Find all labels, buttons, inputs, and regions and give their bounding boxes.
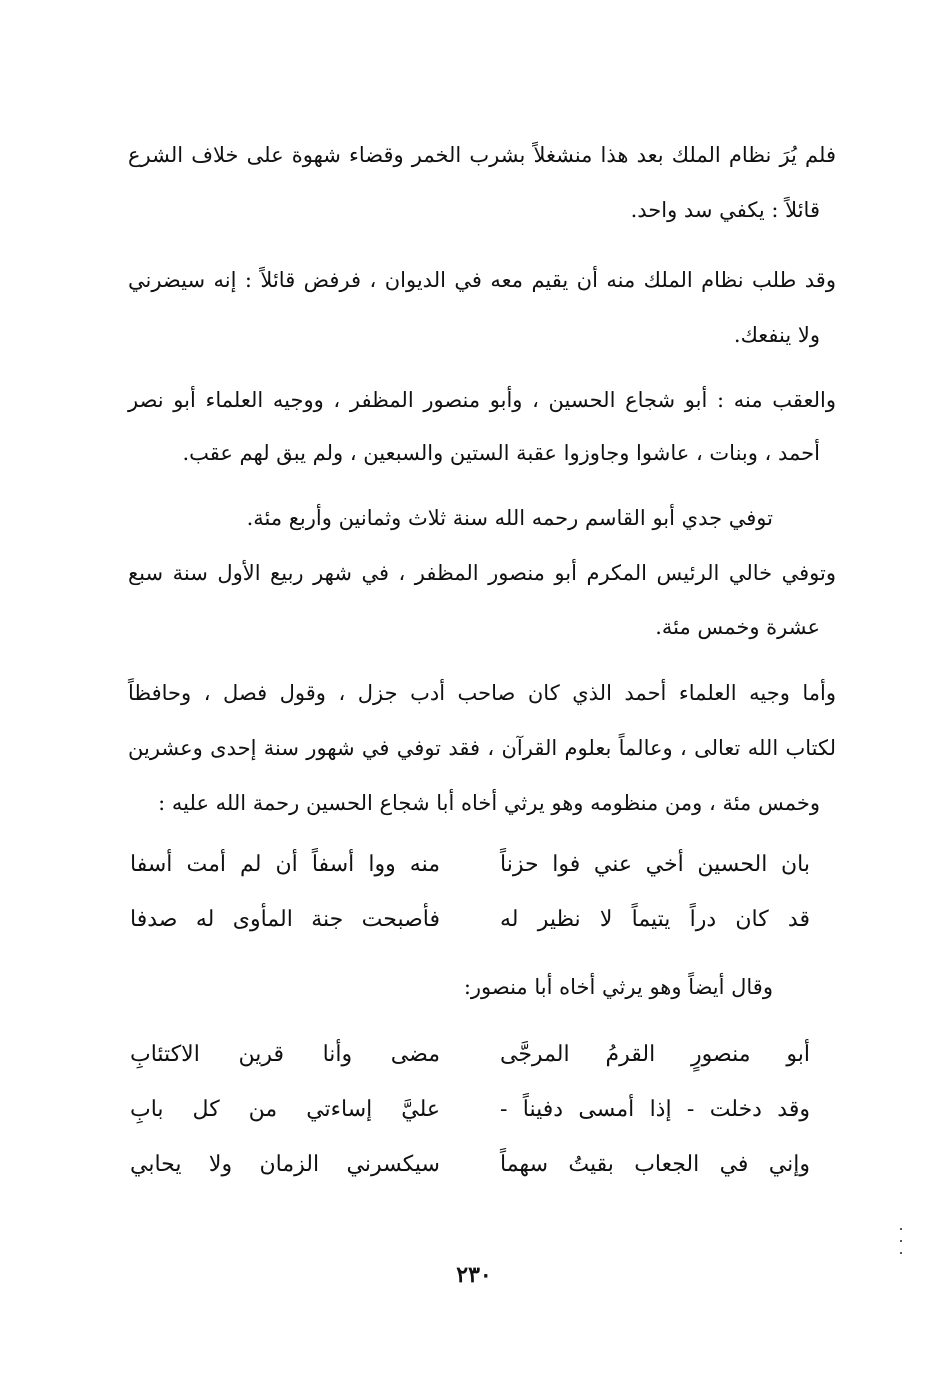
paragraph-3-line-2: أحمد ، وبنات ، عاشوا وجاوزوا عقبة الستين والسبعين ، ولم يبق لهم عقب. xyxy=(182,441,820,465)
poem-2-verse-2-first-hemistich: وقد دخلت - إذا أمسى دفيناً - xyxy=(500,1097,810,1122)
poem-2-intro: وقال أيضاً وهو يرثي أخاه أبا منصور: xyxy=(463,975,773,999)
paragraph-4-line-1: توفي جدي أبو القاسم رحمه الله سنة ثلاث وثمانين وأربع مئة. xyxy=(246,506,773,530)
paragraph-2-line-2: ولا ينفعك. xyxy=(733,323,820,347)
paragraph-1-line-2: قائلاً : يكفي سد واحد. xyxy=(630,198,820,222)
poem-2-verse-3-first-hemistich: وإني في الجعاب بقيتُ سهماً xyxy=(500,1152,810,1177)
paragraph-5-line-2: عشرة وخمس مئة. xyxy=(655,615,820,639)
page-number: ٢٣٠ xyxy=(456,1262,492,1288)
paragraph-6-line-1: وأما وجيه العلماء أحمد الذي كان صاحب أدب جزل ، وقول فصل ، وحافظاً xyxy=(128,681,836,705)
paragraph-1-line-1: فلم يُرَ نظام الملك بعد هذا منشغلاً بشرب الخمر وقضاء شهوة على خلاف الشرع xyxy=(128,143,836,167)
margin-scan-marks xyxy=(898,1228,904,1268)
poem-1-verse-1-first-hemistich: بان الحسين أخي عني فوا حزناً xyxy=(500,852,810,877)
paragraph-6-line-3: وخمس مئة ، ومن منظومه وهو يرثي أخاه أبا شجاع الحسين رحمة الله عليه : xyxy=(158,791,820,815)
poem-2-verse-2-second-hemistich: عليَّ إساءتي من كل بابِ xyxy=(130,1097,440,1122)
paragraph-3-line-1: والعقب منه : أبو شجاع الحسين ، وأبو منصور المظفر ، ووجيه العلماء أبو نصر xyxy=(128,388,836,412)
poem-2-verse-1-first-hemistich: أبو منصورٍ القرمُ المرجَّى xyxy=(500,1042,810,1067)
poem-1-verse-2-second-hemistich: فأصبحت جنة المأوى له صدفا xyxy=(130,907,440,932)
poem-1-verse-1-second-hemistich: منه ووا أسفاً أن لم أمت أسفا xyxy=(130,852,440,877)
poem-2-verse-1-second-hemistich: مضى وأنا قرين الاكتئابِ xyxy=(130,1042,440,1067)
poem-1-verse-2-first-hemistich: قد كان دراً يتيماً لا نظير له xyxy=(500,907,810,932)
paragraph-6-line-2: لكتاب الله تعالى ، وعالماً بعلوم القرآن ، فقد توفي في شهور سنة إحدى وعشرين xyxy=(128,736,836,760)
paragraph-2-line-1: وقد طلب نظام الملك منه أن يقيم معه في الديوان ، فرفض قائلاً : إنه سيضرني xyxy=(128,268,836,292)
poem-2-verse-3-second-hemistich: سيكسرني الزمان ولا يحابي xyxy=(130,1152,440,1177)
paragraph-5-line-1: وتوفي خالي الرئيس المكرم أبو منصور المظفر ، في شهر ربيع الأول سنة سبع xyxy=(128,561,836,585)
